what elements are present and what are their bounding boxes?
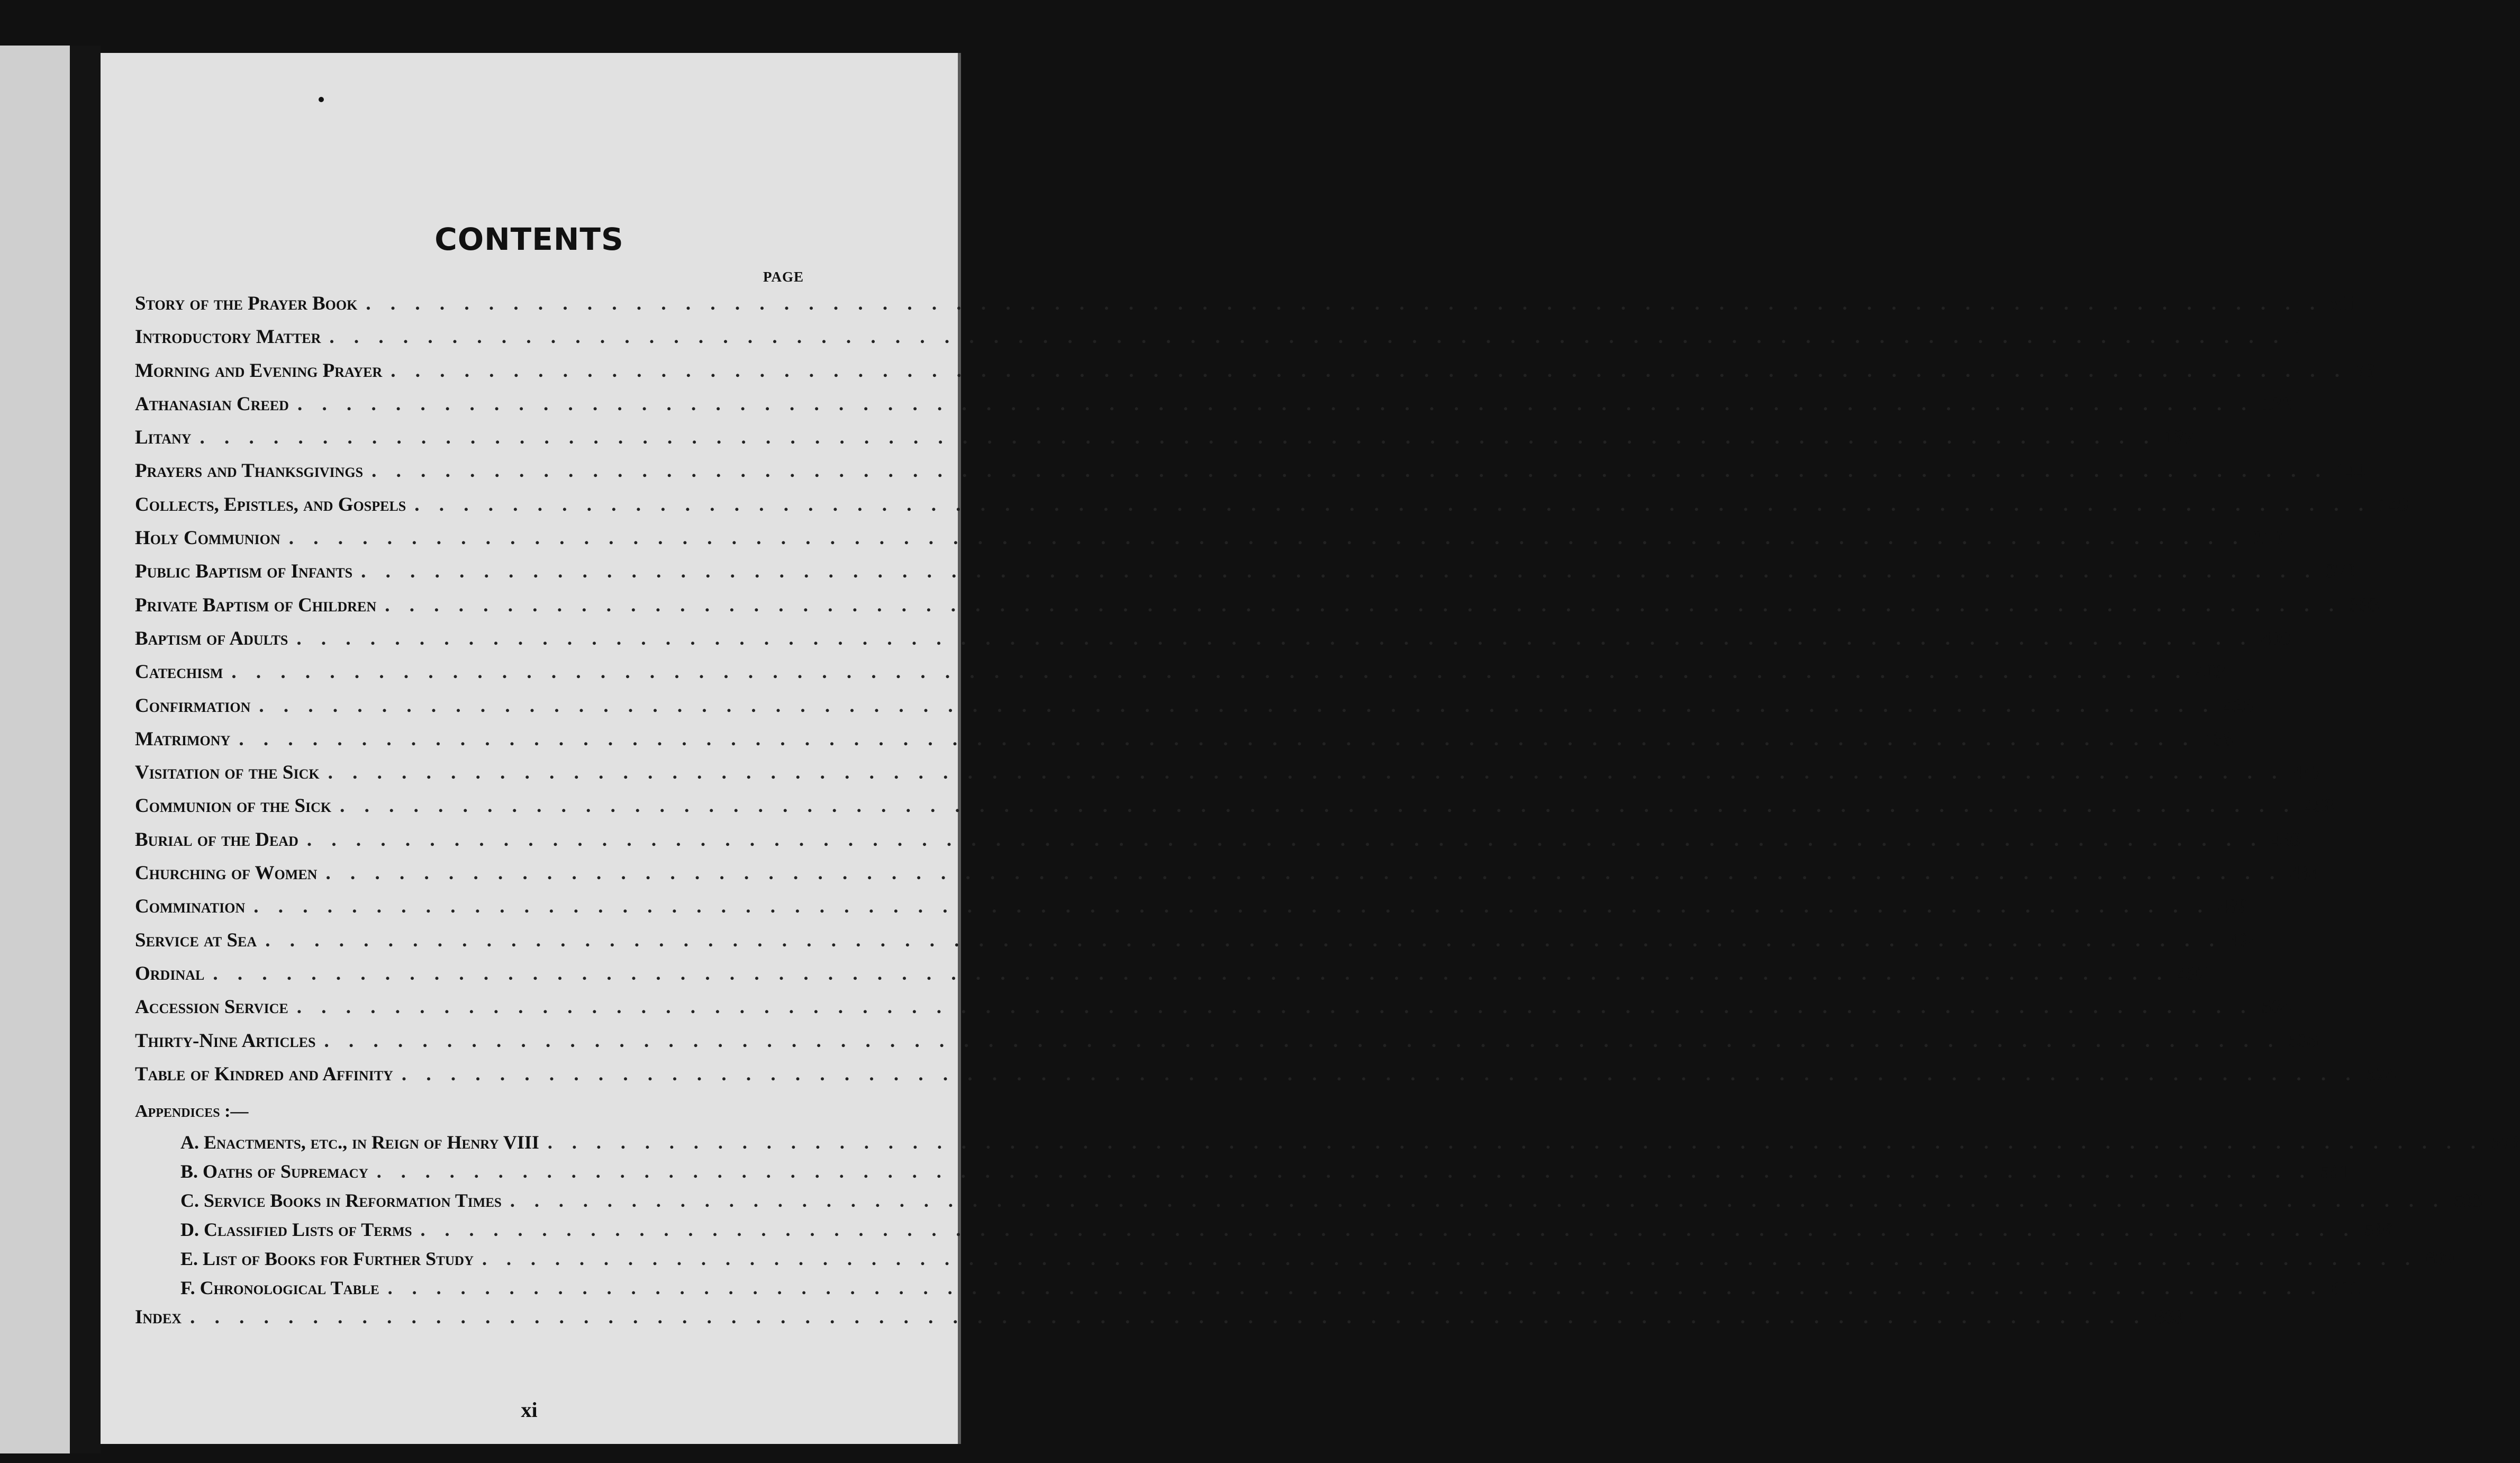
entry-title: Table of Kindred and Affinity: [135, 1063, 393, 1085]
entry-page: 497: [2178, 962, 2207, 985]
dot-leader: . . . . . . . . . . . . . . . . . . . . . . . . . . . . . . . . . . . . . . . . . . . . . . . . . . . . . . . . . . . . . . . . . . . . . . . . . . . . . . . .: [213, 962, 2170, 985]
entry-title: Commination: [135, 896, 246, 918]
appendix-entry[interactable]: [135, 1189, 2482, 1218]
dot-leader: . . . . . . . . . . . . . . . . . . . . . . . . . . . . . . . . . . . . . . . . . . . . . . . . . . . . . . . . . . . . . . . . . . . . . . . . . . . . . . . .: [328, 762, 2285, 784]
dot-leader: . . . . . . . . . . . . . . . . . . . . . . . . . . . . . . . . . . . . . . . . . . . . . . . . . . . . . . . . . . . . . . . . . . . . . . . . . . . . . . . .: [329, 326, 2286, 348]
toc-entry[interactable]: [135, 560, 2355, 593]
entry-page: 447: [2292, 762, 2322, 784]
entry-title: Index: [135, 1306, 182, 1329]
book-gutter: [70, 46, 101, 1453]
entry-title: Prayers and Thanksgivings: [135, 460, 364, 482]
entry-title: C. Service Books in Reformation Times: [180, 1190, 502, 1212]
toc-entry[interactable]: [135, 962, 2207, 996]
dot-leader: . . . . . . . . . . . . . . . . . . . . . . . . . . . . . . . . . . . . . . . . . . . . . . . . . . . . . . . . . . . . . . . . . . . . . . . . . . . . . . . .: [296, 627, 2253, 649]
toc-entry[interactable]: [135, 426, 2194, 459]
toc-entry[interactable]: [135, 996, 2291, 1029]
entry-page: 639: [2154, 1306, 2184, 1329]
entry-title: Morning and Evening Prayer: [135, 359, 383, 382]
contents-page: [101, 53, 2520, 1444]
entry-page: 122: [2262, 393, 2292, 415]
toc-entry[interactable]: [135, 862, 2320, 895]
dot-leader: . . . . . . . . . . . . . . . . . . . . . . . . . . . . . . . . . . . . . . . . . . . . . . . . . . . . . . . . . . . . . . . . . . . . . . . . . . . . . . . .: [296, 996, 2253, 1018]
entry-page: 144: [2336, 460, 2366, 482]
entry-title: Burial of the Dead: [135, 828, 298, 851]
dot-leader: . . . . . . . . . . . . . . . . . . . . . . . . . . . . . . . . . . . . . . . . . . . . . . . . . . . . . . . . . . . . . . . . . . . . . . . . . . . . . . . .: [361, 561, 2317, 583]
entry-title: Catechism: [135, 661, 223, 683]
appendices-heading: Appendices :—: [135, 1101, 249, 1122]
entry-page: 76: [2355, 359, 2375, 382]
dot-leader: . . . . . . . . . . . . . . . . . . . . . . . . . . . . . . . . . . . . . . . . . . . . . . . . . . . . . . . . . . . . . . . . . . . . . . . . . . . . . . . .: [391, 359, 2347, 382]
dot-leader: . . . . . . . . . . . . . . . . . . . . . . . . . . . . . . . . . . . . . . . . . . . . . . . . . . . . . . . . . . . . . . . . . . . . . . . . . . . . . . . .: [340, 795, 2296, 817]
entry-page: 596: [2364, 1219, 2393, 1241]
dot-leader: . . . . . . . . . . . . . . . . . . . . . . . . . . . . . . . . . . . . . . . . . . . . . . . . . . . . . . . . . . . . . . . . . . . . . . . . . . . . . . . .: [231, 661, 2188, 683]
toc-entry[interactable]: [135, 828, 2301, 862]
entry-page: 574: [2366, 1063, 2396, 1085]
entry-title: Matrimony: [135, 728, 231, 750]
dot-leader: . . . . . . . . . . . . . . . . . . . . . . . . . . . . . . . . . . . . . . . . . . . . . . . . . . . . . . . . . . . . . . . . . . . . . . . . . . . . . . . .: [253, 896, 2210, 918]
toc-entry[interactable]: [135, 1063, 2396, 1096]
entry-page: 484: [2290, 862, 2320, 884]
table-of-contents: [135, 292, 2520, 1339]
dot-leader: . . . . . . . . . . . . . . . . . . . . . . . . . . . . . . . . . . . . . . . . . . . . . . . . . . . . . . . . . . . . . . . . . . . . . . . . . . . . . . . .: [401, 1063, 2358, 1085]
entry-page: xiii: [2331, 293, 2357, 314]
entry-page: 469: [2271, 828, 2301, 851]
facing-page-edge: [0, 46, 70, 1453]
entry-page: 622: [2331, 1277, 2360, 1299]
entry-title: A. Enactments, etc., in Reign of Henry VIII: [180, 1132, 539, 1153]
toc-entry[interactable]: [135, 326, 2304, 359]
toc-entry[interactable]: [135, 694, 2253, 728]
entry-page: 149: [2379, 493, 2409, 516]
dot-leader: . . . . . . . . . . . . . . . . . . . . . . . . . . . . . . . . . . . . . . . . . . . . . . . . . . . . . . . . . . . . . . . . . . . . . . . . . . . . . . . .: [239, 728, 2196, 750]
toc-entry[interactable]: [135, 895, 2248, 928]
dot-leader: . . . . . . . . . . . . . . . . . . . . . . . . . . . . . . . . . . . . . . . . . . . . . . . . . . . . . . . . . . . . . . . . . . . . . . . . . . . . . . . .: [414, 493, 2371, 516]
entry-page: 370: [2325, 561, 2355, 583]
entry-page: 1: [2294, 326, 2304, 348]
entry-page: 438: [2204, 728, 2233, 750]
appendix-entry[interactable]: [135, 1218, 2393, 1248]
entry-title: Communion of the Sick: [135, 795, 332, 817]
entry-page: 591: [2320, 1161, 2349, 1182]
dot-leader: . . . . . . . . . . . . . . . . . . . . . . . . . . . . . . . . . . . . . . . . . . . . . . . . . . . . . . . . . . . . . . . . . . . . . . . . . . . . . . . .: [297, 393, 2254, 415]
entry-page: 403: [2196, 661, 2226, 683]
toc-entry[interactable]: [135, 728, 2233, 761]
toc-entry[interactable]: [135, 794, 2334, 828]
entry-title: Ordinal: [135, 962, 205, 985]
appendix-entry[interactable]: [135, 1277, 2360, 1306]
dot-leader: . . . . . . . . . . . . . . . . . . . . . . . . . . . . . . . . . . . . . . . . . . . . . . . . . . . . . . . . . . . . . . . . . . . . . . . . . . . . . . . .: [385, 594, 2341, 616]
index-entry[interactable]: [135, 1306, 2184, 1339]
entry-title: Confirmation: [135, 694, 251, 717]
entry-title: Visitation of the Sick: [135, 762, 320, 784]
dot-leader: . . . . . . . . . . . . . . . . . . . . . . . . . . . . . . . . . . . . . . . . . . . . . . . . . . . . . . . . . . . . . . . . . . . . . . . . . . . . . . . .: [420, 1219, 2356, 1241]
dot-leader: . . . . . . . . . . . . . . . . . . . . . . . . . . . . . . . . . . . . . . . . . . . . . . . . . . . . . . . . . . . . . . . . . . . . . . . . . . . . . . . .: [387, 1277, 2323, 1299]
entry-title: Collects, Epistles, and Gospels: [135, 493, 406, 516]
entry-title: Private Baptism of Children: [135, 594, 377, 616]
dot-leader: . . . . . . . . . . . . . . . . . . . . . . . . . . . . . . . . . . . . . . . . . . . . . . . . . . . . . . . . . . . . . . . . . . . . . . . . . . . . . . . .: [366, 293, 2323, 314]
dot-leader: . . . . . . . . . . . . . . . . . . . . . . . . . . . . . . . . . . . . . . . . . . . . . . . . . . . . . . . . . . . . . . . . . . . . . . . . . . . . . . . .: [547, 1132, 2483, 1153]
entry-title: Holy Communion: [135, 527, 280, 549]
index-entry-wrap: [135, 1306, 2184, 1339]
dot-leader: . . . . . . . . . . . . . . . . . . . . . . . . . . . . . . . . . . . . . . . . . . . . . . . . . . . . . . . . . . . . . . . . . . . . . . . . . . . . . . . .: [510, 1190, 2445, 1212]
entry-title: Public Baptism of Infants: [135, 561, 353, 583]
entry-page: 534: [2261, 996, 2291, 1018]
entry-title: Accession Service: [135, 996, 288, 1018]
toc-entry[interactable]: [135, 929, 2260, 962]
toc-entry[interactable]: [135, 1029, 2318, 1063]
toc-entry[interactable]: [135, 493, 2409, 527]
entry-page: 489: [2218, 896, 2248, 918]
main-entries: [135, 292, 2409, 1096]
appendix-entry[interactable]: [135, 1131, 2520, 1160]
toc-entry[interactable]: [135, 292, 2357, 326]
entry-title: F. Chronological Table: [180, 1277, 379, 1299]
dot-leader: . . . . . . . . . . . . . . . . . . . . . . . . . . . . . . . . . . . . . . . . . . . . . . . . . . . . . . . . . . . . . . . . . . . . . . . . . . . . . . . .: [288, 527, 2245, 549]
entry-title: Service at Sea: [135, 929, 257, 951]
toc-entry[interactable]: [135, 527, 2283, 560]
entry-page: 536: [2289, 1029, 2318, 1052]
toc-entry[interactable]: [135, 359, 2375, 393]
entry-page: 210: [2253, 527, 2283, 549]
dot-leader: . . . . . . . . . . . . . . . . . . . . . . . . . . . . . . . . . . . . . . . . . . . . . . . . . . . . . . . . . . . . . . . . . . . . . . . . . . . . . . . .: [306, 828, 2263, 851]
entry-title: B. Oaths of Supremacy: [180, 1161, 368, 1182]
entry-page: 400: [2261, 627, 2291, 649]
entry-title: Litany: [135, 427, 192, 449]
appendix-entries: [135, 1131, 2520, 1306]
dot-leader: . . . . . . . . . . . . . . . . . . . . . . . . . . . . . . . . . . . . . . . . . . . . . . . . . . . . . . . . . . . . . . . . . . . . . . . . . . . . . . . .: [482, 1248, 2417, 1270]
entry-title: Thirty-Nine Articles: [135, 1029, 316, 1052]
toc-entry[interactable]: [135, 393, 2292, 426]
entry-page: 393: [2349, 594, 2379, 616]
entry-page: 576: [2491, 1132, 2520, 1153]
dot-leader: . . . . . . . . . . . . . . . . . . . . . . . . . . . . . . . . . . . . . . . . . . . . . . . . . . . . . . . . . . . . . . . . . . . . . . . . . . . . . . . .: [190, 1306, 2146, 1329]
dot-leader: . . . . . . . . . . . . . . . . . . . . . . . . . . . . . . . . . . . . . . . . . . . . . . . . . . . . . . . . . . . . . . . . . . . . . . . . . . . . . . . .: [259, 694, 2216, 717]
entry-title: Introductory Matter: [135, 326, 321, 348]
entry-title: Baptism of Adults: [135, 627, 288, 649]
dot-leader: . . . . . . . . . . . . . . . . . . . . . . . . . . . . . . . . . . . . . . . . . . . . . . . . . . . . . . . . . . . . . . . . . . . . . . . . . . . . . . . .: [265, 929, 2222, 951]
entry-title: E. List of Books for Further Study: [180, 1248, 474, 1270]
entry-page: 593: [2453, 1190, 2482, 1212]
entry-page: 137: [2164, 427, 2194, 449]
appendix-entry[interactable]: [135, 1160, 2349, 1189]
entry-title: Athanasian Creed: [135, 393, 289, 415]
entry-title: Story of the Prayer Book: [135, 293, 358, 314]
toc-entry[interactable]: [135, 459, 2366, 493]
toc-entry[interactable]: [135, 594, 2379, 627]
page-number: xi: [521, 1398, 538, 1422]
entry-page: 426: [2224, 694, 2253, 717]
dot-leader: . . . . . . . . . . . . . . . . . . . . . . . . . . . . . . . . . . . . . . . . . . . . . . . . . . . . . . . . . . . . . . . . . . . . . . . . . . . . . . . .: [324, 1029, 2281, 1052]
toc-entry[interactable]: [135, 661, 2226, 694]
entry-page: 458: [2304, 795, 2334, 817]
toc-entry[interactable]: [135, 761, 2322, 794]
dot-leader: . . . . . . . . . . . . . . . . . . . . . . . . . . . . . . . . . . . . . . . . . . . . . . . . . . . . . . . . . . . . . . . . . . . . . . . . . . . . . . . .: [325, 862, 2282, 884]
entry-page: 609: [2426, 1248, 2454, 1270]
entry-page: 494: [2229, 929, 2260, 951]
dot-leader: . . . . . . . . . . . . . . . . . . . . . . . . . . . . . . . . . . . . . . . . . . . . . . . . . . . . . . . . . . . . . . . . . . . . . . . . . . . . . . . .: [371, 460, 2328, 482]
dot-leader: . . . . . . . . . . . . . . . . . . . . . . . . . . . . . . . . . . . . . . . . . . . . . . . . . . . . . . . . . . . . . . . . . . . . . . . . . . . . . . . .: [376, 1161, 2312, 1182]
page-title: CONTENTS: [434, 221, 624, 257]
dot-leader: . . . . . . . . . . . . . . . . . . . . . . . . . . . . . . . . . . . . . . . . . . . . . . . . . . . . . . . . . . . . . . . . . . . . . . . . . . . . . . . .: [200, 427, 2156, 449]
toc-entry[interactable]: [135, 627, 2291, 661]
entry-title: Churching of Women: [135, 862, 318, 884]
entry-title: D. Classified Lists of Terms: [180, 1219, 412, 1241]
ink-speck: [319, 97, 324, 102]
appendix-entry[interactable]: [135, 1248, 2454, 1277]
page-column-label: PAGE: [763, 269, 804, 285]
